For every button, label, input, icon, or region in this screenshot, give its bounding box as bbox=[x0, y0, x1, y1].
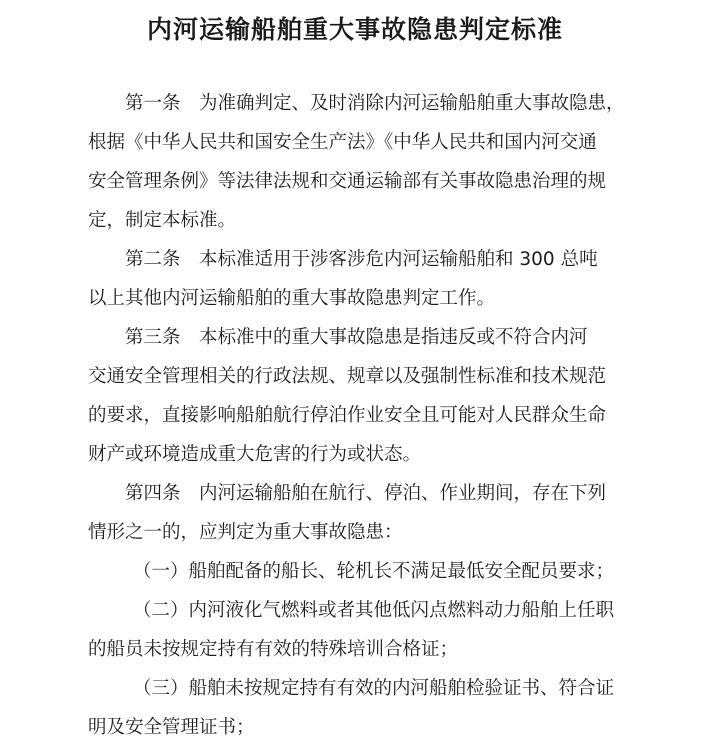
article-3-line-4: 财产或环境造成重大危害的行为或状态。 bbox=[88, 444, 422, 465]
item-1-line-1: （一）船舶配备的船长、轮机长不满足最低安全配员要求； bbox=[133, 561, 615, 582]
article-3-line-1: 第三条 本标准中的重大事故隐患是指违反或不符合内河 bbox=[125, 327, 588, 348]
article-4-line-2: 情形之一的，应判定为重大事故隐患： bbox=[88, 522, 403, 543]
article-4-line-1: 第四条 内河运输船舶在航行、停泊、作业期间，存在下列 bbox=[125, 483, 607, 504]
document-body bbox=[88, 84, 648, 747]
article-2-line-1: 第二条 本标准适用于涉客涉危内河运输船舶和 300 总吨 bbox=[125, 249, 598, 270]
item-3-line-2: 明及安全管理证书； bbox=[88, 717, 255, 738]
article-1-line-2: 根据《中华人民共和国安全生产法》《中华人民共和国内河交通 bbox=[88, 132, 597, 153]
article-1-line-3: 安全管理条例》等法律法规和交通运输部有关事故隐患治理的规 bbox=[88, 171, 607, 192]
article-3-line-2: 交通安全管理相关的行政法规、规章以及强制性标准和技术规范 bbox=[88, 366, 607, 387]
article-1-line-4: 定，制定本标准。 bbox=[88, 210, 237, 231]
article-3-line-3: 的要求，直接影响船舶航行停泊作业安全且可能对人民群众生命 bbox=[88, 405, 607, 426]
article-2-line-2: 以上其他内河运输船舶的重大事故隐患判定工作。 bbox=[88, 288, 496, 309]
item-2-line-2: 的船员未按规定持有有效的特殊培训合格证； bbox=[88, 639, 459, 660]
document-title: 内河运输船舶重大事故隐患判定标准 bbox=[146, 15, 563, 44]
item-2-line-1: （二）内河液化气燃料或者其他低闪点燃料动力船舶上任职 bbox=[133, 600, 615, 621]
item-3-line-1: （三）船舶未按规定持有有效的内河船舶检验证书、符合证 bbox=[133, 678, 615, 699]
article-1-line-1: 第一条 为准确判定、及时消除内河运输船舶重大事故隐患， bbox=[125, 93, 625, 114]
